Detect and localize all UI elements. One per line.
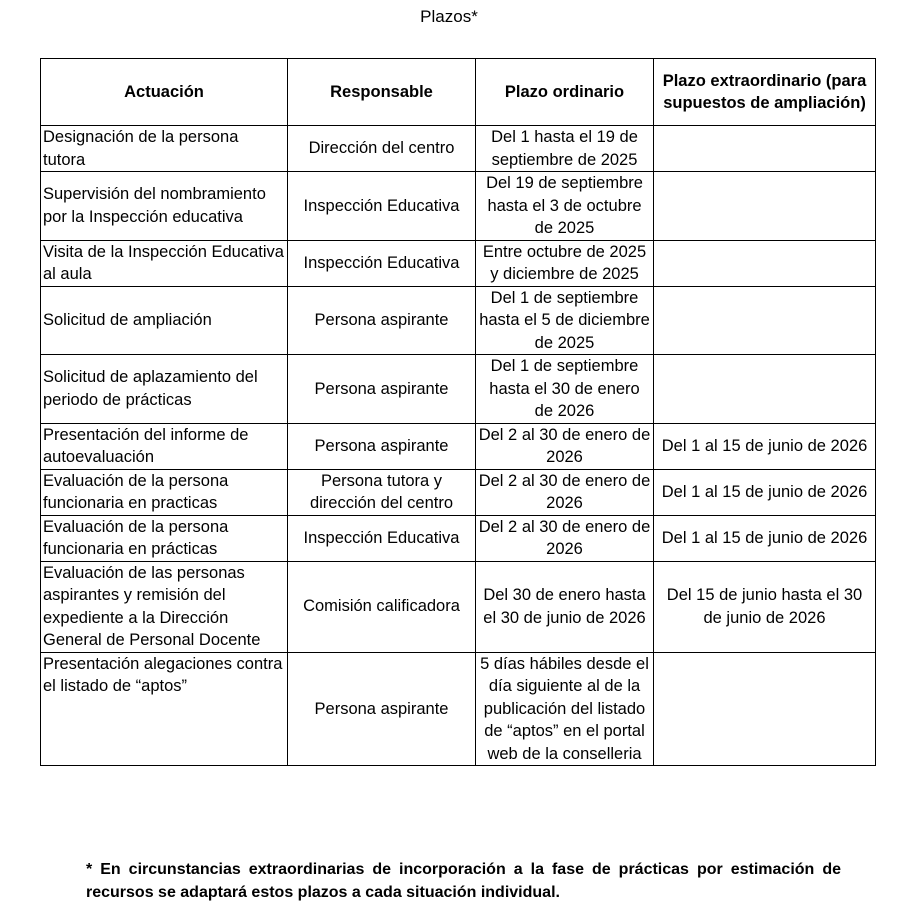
table-row [41,561,876,652]
cell-plazo-ordinario: Del 2 al 30 de enero de 2026 [476,515,654,561]
cell-plazo-ordinario: Del 19 de septiembre hasta el 3 de octubre de 2025 [476,172,654,241]
cell-actuacion: Presentación alegaciones contra el listado de “aptos” [41,652,288,766]
cell-actuacion: Evaluación de la persona funcionaria en practicas [41,469,288,515]
table-row [41,240,876,286]
page-title: Plazos* [420,7,478,26]
cell-plazo-extraordinario: Del 1 al 15 de junio de 2026 [654,423,876,469]
table-row [41,126,876,172]
cell-plazo-extraordinario [654,355,876,424]
cell-plazo-ordinario: Del 1 de septiembre hasta el 5 de diciembre de 2025 [476,286,654,355]
cell-actuacion: Solicitud de ampliación [41,286,288,355]
cell-plazo-ordinario: Del 1 de septiembre hasta el 30 de enero de 2026 [476,355,654,424]
footnote: * En circunstancias extraordinarias de incorporación a la fase de prácticas por estimación de recursos se adaptará estos plazos a cada situación individual. [86,861,841,901]
cell-plazo-ordinario: 5 días hábiles desde el día siguiente al de la publicación del listado de “aptos” en el portal web de la conselleria [476,652,654,766]
table-row [41,286,876,355]
table-row [41,172,876,241]
cell-actuacion: Evaluación de la persona funcionaria en prácticas [41,515,288,561]
cell-actuacion: Visita de la Inspección Educativa al aula [41,240,288,286]
cell-plazo-extraordinario: Del 15 de junio hasta el 30 de junio de 2026 [654,561,876,652]
table-row [41,355,876,424]
cell-plazo-ordinario: Del 1 hasta el 19 de septiembre de 2025 [476,126,654,172]
cell-responsable: Persona tutora y dirección del centro [288,469,476,515]
table-row [41,469,876,515]
cell-responsable: Inspección Educativa [288,240,476,286]
cell-plazo-ordinario: Entre octubre de 2025 y diciembre de 2025 [476,240,654,286]
header-plazo-ordinario: Plazo ordinario [476,59,654,126]
cell-actuacion: Evaluación de las personas aspirantes y remisión del expediente a la Dirección General de Personal Docente [41,561,288,652]
cell-plazo-extraordinario [654,126,876,172]
cell-responsable: Persona aspirante [288,286,476,355]
header-responsable: Responsable [288,59,476,126]
cell-responsable: Persona aspirante [288,652,476,766]
table-row [41,652,876,766]
cell-actuacion: Presentación del informe de autoevaluación [41,423,288,469]
cell-actuacion: Designación de la persona tutora [41,126,288,172]
cell-plazo-extraordinario [654,286,876,355]
cell-responsable: Inspección Educativa [288,515,476,561]
cell-plazo-extraordinario [654,172,876,241]
cell-responsable: Inspección Educativa [288,172,476,241]
header-plazo-extraordinario: Plazo extraordinario (para supuestos de ampliación) [654,59,876,126]
cell-responsable: Persona aspirante [288,423,476,469]
header-actuacion: Actuación [41,59,288,126]
plazos-table [40,58,876,766]
cell-actuacion: Supervisión del nombramiento por la Inspección educativa [41,172,288,241]
cell-plazo-extraordinario: Del 1 al 15 de junio de 2026 [654,469,876,515]
table-header-row [41,59,876,126]
cell-actuacion: Solicitud de aplazamiento del periodo de prácticas [41,355,288,424]
cell-responsable: Comisión calificadora [288,561,476,652]
cell-responsable: Dirección del centro [288,126,476,172]
table-row [41,423,876,469]
cell-responsable: Persona aspirante [288,355,476,424]
cell-plazo-ordinario: Del 2 al 30 de enero de 2026 [476,423,654,469]
table-row [41,515,876,561]
cell-plazo-extraordinario [654,652,876,766]
cell-plazo-extraordinario: Del 1 al 15 de junio de 2026 [654,515,876,561]
cell-plazo-ordinario: Del 2 al 30 de enero de 2026 [476,469,654,515]
cell-plazo-extraordinario [654,240,876,286]
cell-plazo-ordinario: Del 30 de enero hasta el 30 de junio de 2026 [476,561,654,652]
